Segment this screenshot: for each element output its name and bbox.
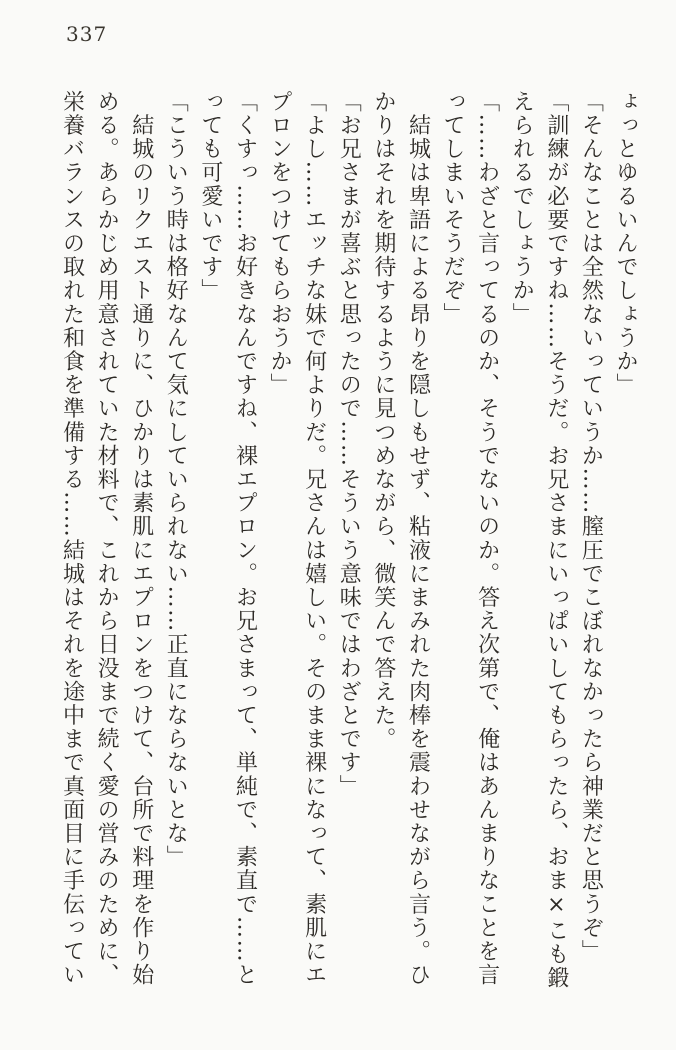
text-line: 「よし……エッチな妹で何よりだ。兄さんは嬉しい。そのまま裸になって、素肌にエ <box>301 90 327 987</box>
text-line: 「……わざと言ってるのか、そうでないのか。答え次第で、俺はあんまりなことを言 <box>474 90 500 987</box>
text-line: 「くすっ……お好きなんですね、裸エプロン。お兄さまって、単純で、素直で……と <box>232 90 258 987</box>
text-line: っても可愛いです」 <box>197 90 223 303</box>
page-number: 337 <box>66 22 108 46</box>
text-line: 「お兄さまが喜ぶと思ったので……そういう意味ではわざとです」 <box>336 90 362 798</box>
text-line: 「そんなことは全然ないっていうか……膣圧でこぼれなかったら神業だと思うぞ」 <box>578 90 604 964</box>
text-line: 「こういう時は格好なんて気にしていられない……正直にならないとな」 <box>163 90 189 869</box>
text-line: 栄養バランスの取れた和食を準備する……結城はそれを途中まで真面目に手伝ってい <box>59 90 85 987</box>
text-line: める。あらかじめ用意されていた材料で、これから日没まで続く愛の営みのために、 <box>94 90 120 987</box>
text-line: ってしまいそうだぞ」 <box>440 90 466 326</box>
text-line: プロンをつけてもらおうか」 <box>267 90 293 397</box>
text-line: 結城のリクエスト通りに、ひかりは素肌にエプロンをつけて、台所で料理を作り始 <box>128 90 154 987</box>
text-line: 「訓練が必要ですね……そうだ。お兄さまにいっぱいしてもらったら、おま×こも鍛 <box>543 90 569 990</box>
text-line: ょっとゆるいんでしょうか」 <box>613 90 638 397</box>
text-line: えられるでしょうか」 <box>509 90 535 326</box>
text-line: かりはそれを期待するように見つめながら、微笑んで答えた。 <box>370 90 396 751</box>
text-line: 結城は卑語による昂りを隠しもせず、粘液にまみれた肉棒を震わせながら言う。ひ <box>405 90 431 987</box>
page-text <box>54 90 642 1002</box>
